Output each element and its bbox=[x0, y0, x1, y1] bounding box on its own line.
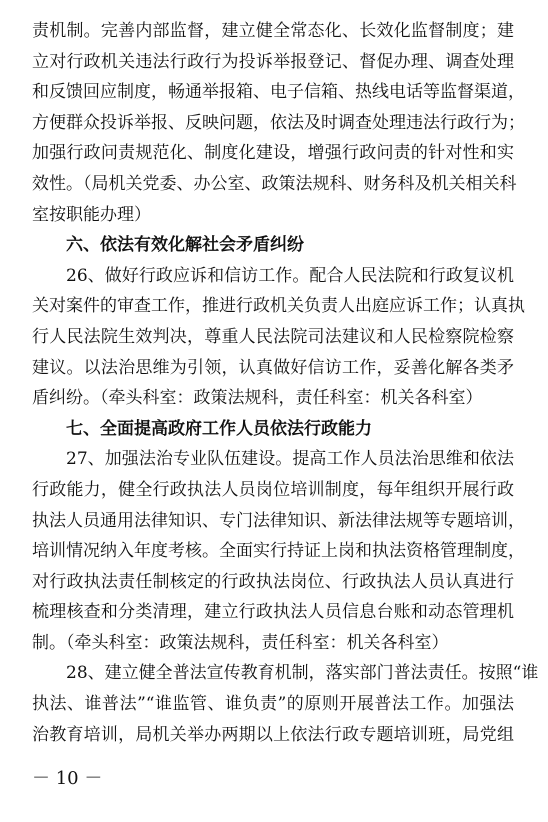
text-line: 制。（牵头科室：政策法规科，责任科室：机关各科室） bbox=[32, 632, 449, 653]
paragraph-28 bbox=[32, 658, 539, 750]
document-body bbox=[32, 16, 539, 750]
text-line: 培训情况纳入年度考核。全面实行持证上岗和执法资格管理制度， bbox=[32, 541, 525, 562]
text-line: 28、建立健全普法宣传教育机制，落实部门普法责任。按照“谁 bbox=[66, 663, 539, 684]
text-line: 梳理核查和分类清理，建立行政执法人员信息台账和动态管理机 bbox=[32, 602, 514, 623]
text-line: 和反馈回应制度，畅通举报箱、电子信箱、热线电话等监督渠道， bbox=[32, 82, 525, 103]
text-line: 治教育培训，局机关举办两期以上依法行政专题培训班，局党组 bbox=[32, 724, 514, 745]
text-line: 加强行政问责规范化、制度化建设，增强行政问责的针对性和实 bbox=[32, 143, 514, 164]
text-line: 行政能力，健全行政执法人员岗位培训制度，每年组织开展行政 bbox=[32, 479, 514, 500]
text-line: 26、做好行政应诉和信访工作。配合人民法院和行政复议机 bbox=[66, 265, 514, 286]
text-line: 执法人员通用法律知识、专门法律知识、新法律法规等专题培训， bbox=[32, 510, 525, 531]
text-line: 室按职能办理） bbox=[32, 204, 151, 225]
section-heading-7: 七、全面提高政府工作人员依法行政能力 bbox=[66, 418, 372, 439]
text-line: 对行政执法责任制核定的行政执法岗位、行政执法人员认真进行 bbox=[32, 571, 514, 592]
text-line: 27、加强法治专业队伍建设。提高工作人员法治思维和依法 bbox=[66, 449, 514, 470]
text-line: 立对行政机关违法行政行为投诉举报登记、督促办理、调查处理 bbox=[32, 51, 514, 72]
section-heading-6: 六、依法有效化解社会矛盾纠纷 bbox=[66, 235, 304, 256]
text-line: 方便群众投诉举报、反映问题，依法及时调查处理违法行政行为； bbox=[32, 112, 525, 133]
page-number: － 10 － bbox=[32, 768, 103, 789]
text-line: 责机制。完善内部监督，建立健全常态化、长效化监督制度；建 bbox=[32, 21, 514, 41]
text-line: 行人民法院生效判决，尊重人民法院司法建议和人民检察院检察 bbox=[32, 326, 514, 347]
text-line: 关对案件的审查工作，推进行政机关负责人出庭应诉工作；认真执 bbox=[32, 296, 525, 317]
paragraph-accountability bbox=[32, 16, 525, 230]
text-line: 建议。以法治思维为引领，认真做好信访工作，妥善化解各类矛 bbox=[32, 357, 514, 378]
text-line: 盾纠纷。（牵头科室：政策法规科，责任科室：机关各科室） bbox=[32, 388, 483, 409]
text-line: 执法、谁普法”“谁监管、谁负责”的原则开展普法工作。加强法 bbox=[32, 694, 514, 715]
paragraph-26 bbox=[32, 261, 525, 414]
text-line: 效性。（局机关党委、办公室、政策法规科、财务科及机关相关科 bbox=[32, 173, 517, 194]
paragraph-27 bbox=[32, 444, 525, 658]
